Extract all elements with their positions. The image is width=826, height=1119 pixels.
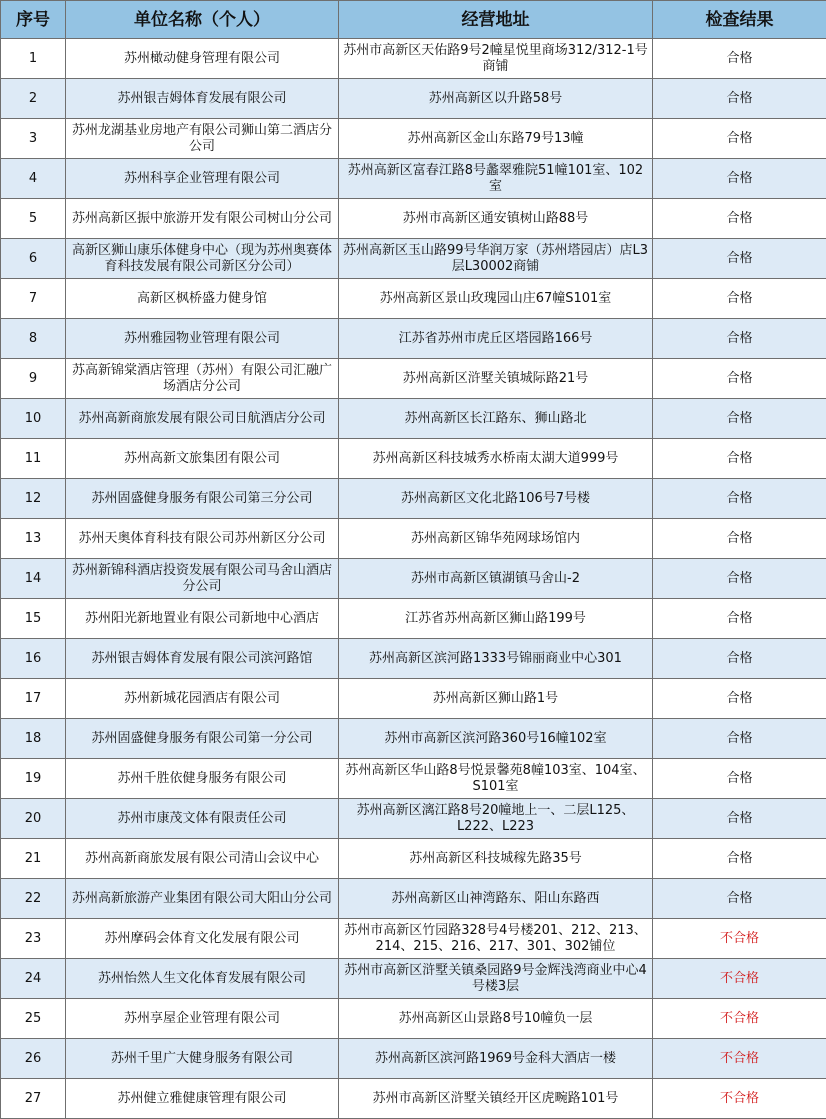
cell-address: 苏州高新区滨河路1969号金科大酒店一楼 xyxy=(339,1039,653,1079)
cell-result: 合格 xyxy=(653,399,826,439)
cell-result: 合格 xyxy=(653,559,826,599)
cell-no: 6 xyxy=(1,239,66,279)
cell-address: 苏州高新区山神湾路东、阳山东路西 xyxy=(339,879,653,919)
header-address: 经营地址 xyxy=(339,1,653,39)
cell-unit-name: 苏州千里广大健身服务有限公司 xyxy=(66,1039,339,1079)
cell-unit-name: 苏州高新区振中旅游开发有限公司树山分公司 xyxy=(66,199,339,239)
cell-address: 苏州高新区长江路东、狮山路北 xyxy=(339,399,653,439)
cell-no: 11 xyxy=(1,439,66,479)
cell-address: 苏州高新区富春江路8号蠡翠雅院51幢101室、102室 xyxy=(339,159,653,199)
cell-result: 合格 xyxy=(653,319,826,359)
cell-result: 合格 xyxy=(653,199,826,239)
cell-no: 22 xyxy=(1,879,66,919)
cell-no: 23 xyxy=(1,919,66,959)
cell-no: 8 xyxy=(1,319,66,359)
cell-no: 2 xyxy=(1,79,66,119)
table-row xyxy=(1,159,826,199)
cell-result: 合格 xyxy=(653,679,826,719)
cell-address: 苏州市高新区天佑路9号2幢星悦里商场312/312-1号商铺 xyxy=(339,39,653,79)
cell-address: 苏州高新区狮山路1号 xyxy=(339,679,653,719)
cell-address: 苏州高新区漓江路8号20幢地上一、二层L125、L222、L223 xyxy=(339,799,653,839)
cell-unit-name: 苏州固盛健身服务有限公司第三分公司 xyxy=(66,479,339,519)
cell-no: 19 xyxy=(1,759,66,799)
cell-result: 合格 xyxy=(653,79,826,119)
cell-result: 合格 xyxy=(653,239,826,279)
cell-result: 不合格 xyxy=(653,999,826,1039)
cell-no: 18 xyxy=(1,719,66,759)
cell-address: 苏州高新区山景路8号10幢负一层 xyxy=(339,999,653,1039)
cell-unit-name: 苏州雅园物业管理有限公司 xyxy=(66,319,339,359)
cell-no: 25 xyxy=(1,999,66,1039)
cell-address: 江苏省苏州高新区狮山路199号 xyxy=(339,599,653,639)
cell-unit-name: 苏州阳光新地置业有限公司新地中心酒店 xyxy=(66,599,339,639)
cell-address: 苏州高新区科技城秀水桥南太湖大道999号 xyxy=(339,439,653,479)
cell-result: 不合格 xyxy=(653,919,826,959)
cell-no: 21 xyxy=(1,839,66,879)
table-row xyxy=(1,1039,826,1079)
cell-result: 不合格 xyxy=(653,1079,826,1119)
cell-unit-name: 苏州新锦科酒店投资发展有限公司马舍山酒店分公司 xyxy=(66,559,339,599)
cell-no: 26 xyxy=(1,1039,66,1079)
cell-result: 合格 xyxy=(653,599,826,639)
table-row xyxy=(1,239,826,279)
cell-address: 苏州高新区浒墅关镇城际路21号 xyxy=(339,359,653,399)
cell-unit-name: 苏州橄动健身管理有限公司 xyxy=(66,39,339,79)
header-result: 检查结果 xyxy=(653,1,826,39)
cell-address: 苏州市高新区浒墅关镇经开区虎畹路101号 xyxy=(339,1079,653,1119)
cell-address: 苏州高新区文化北路106号7号楼 xyxy=(339,479,653,519)
cell-address: 苏州高新区滨河路1333号锦丽商业中心301 xyxy=(339,639,653,679)
cell-address: 苏州市高新区竹园路328号4号楼201、212、213、214、215、216、217、301、302铺位 xyxy=(339,919,653,959)
cell-result: 合格 xyxy=(653,119,826,159)
cell-address: 江苏省苏州市虎丘区塔园路166号 xyxy=(339,319,653,359)
cell-no: 17 xyxy=(1,679,66,719)
cell-unit-name: 苏州银吉姆体育发展有限公司滨河路馆 xyxy=(66,639,339,679)
cell-address: 苏州市高新区浒墅关镇桑园路9号金辉浅湾商业中心4号楼3层 xyxy=(339,959,653,999)
table-row xyxy=(1,479,826,519)
cell-unit-name: 苏州健立雅健康管理有限公司 xyxy=(66,1079,339,1119)
cell-result: 合格 xyxy=(653,279,826,319)
table-row xyxy=(1,999,826,1039)
cell-unit-name: 苏州高新商旅发展有限公司日航酒店分公司 xyxy=(66,399,339,439)
cell-unit-name: 苏州天奥体育科技有限公司苏州新区分公司 xyxy=(66,519,339,559)
table-row xyxy=(1,719,826,759)
cell-no: 13 xyxy=(1,519,66,559)
cell-result: 合格 xyxy=(653,39,826,79)
table-row xyxy=(1,1079,826,1119)
table-row xyxy=(1,319,826,359)
cell-address: 苏州高新区华山路8号悦景馨苑8幢103室、104室、S101室 xyxy=(339,759,653,799)
cell-no: 4 xyxy=(1,159,66,199)
cell-result: 合格 xyxy=(653,439,826,479)
cell-unit-name: 苏州银吉姆体育发展有限公司 xyxy=(66,79,339,119)
cell-address: 苏州市高新区通安镇树山路88号 xyxy=(339,199,653,239)
table-row xyxy=(1,959,826,999)
table-row xyxy=(1,639,826,679)
cell-unit-name: 苏州新城花园酒店有限公司 xyxy=(66,679,339,719)
cell-unit-name: 苏州享屋企业管理有限公司 xyxy=(66,999,339,1039)
header-row xyxy=(1,1,826,39)
table-row xyxy=(1,439,826,479)
table-row xyxy=(1,679,826,719)
cell-unit-name: 苏州怡然人生文化体育发展有限公司 xyxy=(66,959,339,999)
table-row xyxy=(1,279,826,319)
cell-result: 合格 xyxy=(653,719,826,759)
table-row xyxy=(1,919,826,959)
cell-unit-name: 苏州龙湖基业房地产有限公司狮山第二酒店分公司 xyxy=(66,119,339,159)
cell-no: 9 xyxy=(1,359,66,399)
table-row xyxy=(1,799,826,839)
cell-no: 7 xyxy=(1,279,66,319)
cell-no: 3 xyxy=(1,119,66,159)
cell-unit-name: 苏州摩码会体育文化发展有限公司 xyxy=(66,919,339,959)
cell-result: 合格 xyxy=(653,159,826,199)
header-no: 序号 xyxy=(1,1,66,39)
table-row xyxy=(1,879,826,919)
cell-no: 12 xyxy=(1,479,66,519)
cell-unit-name: 高新区狮山康乐体健身中心（现为苏州奥赛体育科技发展有限公司新区分公司） xyxy=(66,239,339,279)
cell-unit-name: 高新区枫桥盛力健身馆 xyxy=(66,279,339,319)
cell-no: 1 xyxy=(1,39,66,79)
table-row xyxy=(1,399,826,439)
cell-unit-name: 苏州高新旅游产业集团有限公司大阳山分公司 xyxy=(66,879,339,919)
table-body xyxy=(1,39,826,1119)
cell-address: 苏州高新区景山玫瑰园山庄67幢S101室 xyxy=(339,279,653,319)
cell-no: 16 xyxy=(1,639,66,679)
table-row xyxy=(1,359,826,399)
cell-address: 苏州高新区科技城稼先路35号 xyxy=(339,839,653,879)
cell-unit-name: 苏州科享企业管理有限公司 xyxy=(66,159,339,199)
cell-address: 苏州高新区金山东路79号13幢 xyxy=(339,119,653,159)
cell-no: 24 xyxy=(1,959,66,999)
cell-result: 合格 xyxy=(653,479,826,519)
cell-address: 苏州高新区玉山路99号华润万家（苏州塔园店）店L3层L30002商铺 xyxy=(339,239,653,279)
cell-address: 苏州高新区以升路58号 xyxy=(339,79,653,119)
cell-unit-name: 苏州千胜依健身服务有限公司 xyxy=(66,759,339,799)
table-row xyxy=(1,79,826,119)
cell-no: 5 xyxy=(1,199,66,239)
cell-result: 不合格 xyxy=(653,959,826,999)
table-row xyxy=(1,599,826,639)
table-row xyxy=(1,39,826,79)
cell-result: 合格 xyxy=(653,359,826,399)
table-row xyxy=(1,199,826,239)
cell-no: 14 xyxy=(1,559,66,599)
table-row xyxy=(1,839,826,879)
cell-result: 合格 xyxy=(653,799,826,839)
cell-unit-name: 苏州市康茂文体有限责任公司 xyxy=(66,799,339,839)
cell-result: 不合格 xyxy=(653,1039,826,1079)
cell-no: 15 xyxy=(1,599,66,639)
cell-unit-name: 苏州高新商旅发展有限公司清山会议中心 xyxy=(66,839,339,879)
table-row xyxy=(1,559,826,599)
cell-result: 合格 xyxy=(653,759,826,799)
cell-result: 合格 xyxy=(653,839,826,879)
cell-no: 20 xyxy=(1,799,66,839)
cell-result: 合格 xyxy=(653,519,826,559)
cell-unit-name: 苏州高新文旅集团有限公司 xyxy=(66,439,339,479)
table-row xyxy=(1,759,826,799)
table-header xyxy=(1,1,826,39)
cell-address: 苏州市高新区滨河路360号16幢102室 xyxy=(339,719,653,759)
cell-address: 苏州市高新区镇湖镇马舍山-2 xyxy=(339,559,653,599)
cell-no: 10 xyxy=(1,399,66,439)
table-row xyxy=(1,519,826,559)
table-row xyxy=(1,119,826,159)
cell-result: 合格 xyxy=(653,639,826,679)
cell-unit-name: 苏高新锦棠酒店管理（苏州）有限公司汇融广场酒店分公司 xyxy=(66,359,339,399)
cell-no: 27 xyxy=(1,1079,66,1119)
cell-address: 苏州高新区锦华苑网球场馆内 xyxy=(339,519,653,559)
cell-result: 合格 xyxy=(653,879,826,919)
header-unit-name: 单位名称（个人） xyxy=(66,1,339,39)
cell-unit-name: 苏州固盛健身服务有限公司第一分公司 xyxy=(66,719,339,759)
